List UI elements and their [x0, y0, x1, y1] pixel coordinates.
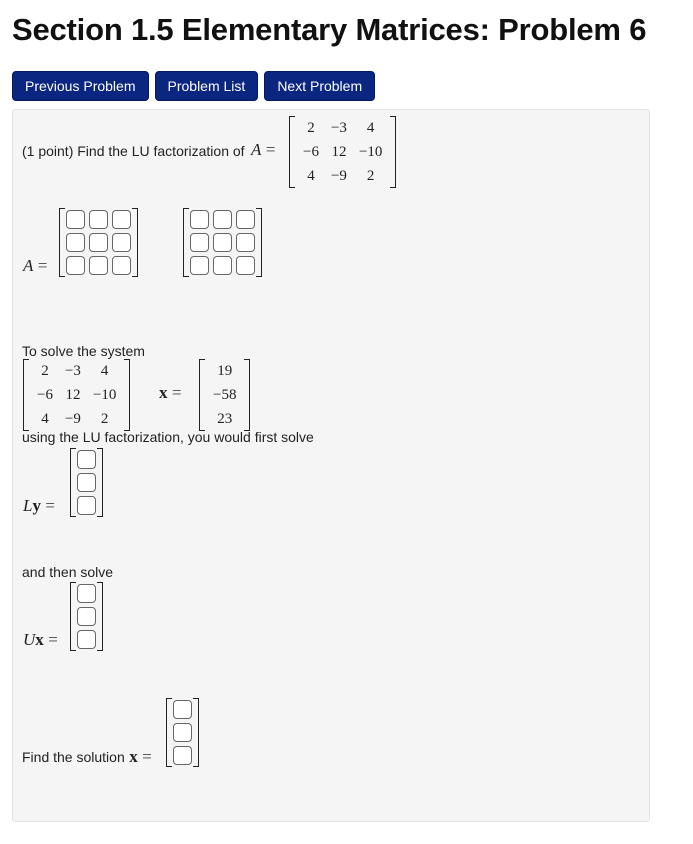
problem-navigation: [12, 71, 375, 101]
l-entry-input[interactable]: [66, 210, 85, 229]
l-entry-input[interactable]: [89, 210, 108, 229]
l-entry-input[interactable]: [89, 256, 108, 275]
system-matrix-cell: 12: [65, 386, 81, 403]
system-matrix-cell: 4: [41, 410, 49, 427]
y-entry-input[interactable]: [77, 473, 96, 492]
ux-vector-input: [70, 582, 103, 651]
matrix-a-cell: 4: [307, 167, 315, 184]
matrix-a-cell: −10: [358, 143, 383, 160]
matrix-a: [289, 116, 396, 188]
matrix-a-cell: −6: [303, 143, 319, 160]
y-vector-input: [70, 448, 103, 517]
u-entry-input[interactable]: [213, 233, 232, 252]
ux-equals-label: Ux =: [23, 630, 58, 649]
next-problem-button[interactable]: Next Problem: [264, 71, 375, 101]
system-matrix-cell: 2: [100, 410, 109, 427]
system-matrix-cell: −3: [64, 362, 81, 379]
matrix-a-cell: 12: [331, 143, 347, 160]
solve-intro: To solve the system: [22, 343, 145, 359]
previous-problem-button[interactable]: Previous Problem: [12, 71, 149, 101]
y-entry-input[interactable]: [77, 496, 96, 515]
a-equals-label: A =: [251, 140, 276, 159]
system-matrix: [23, 359, 130, 431]
ly-equals-label: Ly =: [23, 496, 56, 515]
ux-entry-input[interactable]: [77, 630, 96, 649]
solution-vector-input: [166, 698, 199, 767]
system-matrix-cell: −10: [92, 386, 117, 403]
l-entry-input[interactable]: [112, 233, 131, 252]
u-entry-input[interactable]: [236, 256, 255, 275]
u-entry-input[interactable]: [213, 256, 232, 275]
l-entry-input[interactable]: [66, 256, 85, 275]
then-solve-text: and then solve: [22, 564, 114, 580]
u-entry-input[interactable]: [190, 233, 209, 252]
u-entry-input[interactable]: [190, 256, 209, 275]
matrix-a-cell: 2: [307, 119, 315, 136]
system-matrix-cell: 2: [41, 362, 49, 379]
rhs-vector: [199, 359, 250, 431]
matrix-a-cell: −3: [330, 119, 347, 136]
system-matrix-cell: −6: [37, 386, 53, 403]
solution-label: Find the solution x =: [22, 747, 152, 766]
u-matrix-input: [183, 208, 262, 277]
l-entry-input[interactable]: [66, 233, 85, 252]
u-entry-input[interactable]: [190, 210, 209, 229]
l-matrix-input: [59, 208, 138, 277]
l-entry-input[interactable]: [112, 256, 131, 275]
matrix-a-cell: 4: [366, 119, 375, 136]
solution-entry-input[interactable]: [173, 746, 192, 765]
l-entry-input[interactable]: [112, 210, 131, 229]
solution-entry-input[interactable]: [173, 700, 192, 719]
rhs-cell: 19: [217, 362, 233, 379]
u-entry-input[interactable]: [236, 233, 255, 252]
system-matrix-cell: −9: [64, 410, 81, 427]
y-entry-input[interactable]: [77, 450, 96, 469]
u-entry-input[interactable]: [213, 210, 232, 229]
lu-instruction: using the LU factorization, you would first solve: [22, 429, 314, 445]
page-title: Section 1.5 Elementary Matrices: Problem 6: [12, 12, 647, 47]
lu-a-equals-label: A =: [23, 256, 48, 275]
matrix-a-cell: −9: [330, 167, 347, 184]
u-entry-input[interactable]: [236, 210, 255, 229]
problem-panel: [12, 109, 650, 822]
ux-entry-input[interactable]: [77, 607, 96, 626]
rhs-cell: −58: [213, 386, 237, 403]
system-matrix-cell: 4: [100, 362, 109, 379]
solution-entry-input[interactable]: [173, 723, 192, 742]
problem-list-button[interactable]: Problem List: [155, 71, 259, 101]
problem-intro: (1 point) Find the LU factorization of: [22, 143, 245, 159]
ux-entry-input[interactable]: [77, 584, 96, 603]
matrix-a-cell: 2: [366, 167, 375, 184]
l-entry-input[interactable]: [89, 233, 108, 252]
x-equals-label: x =: [159, 383, 182, 402]
rhs-cell: 23: [217, 410, 233, 427]
